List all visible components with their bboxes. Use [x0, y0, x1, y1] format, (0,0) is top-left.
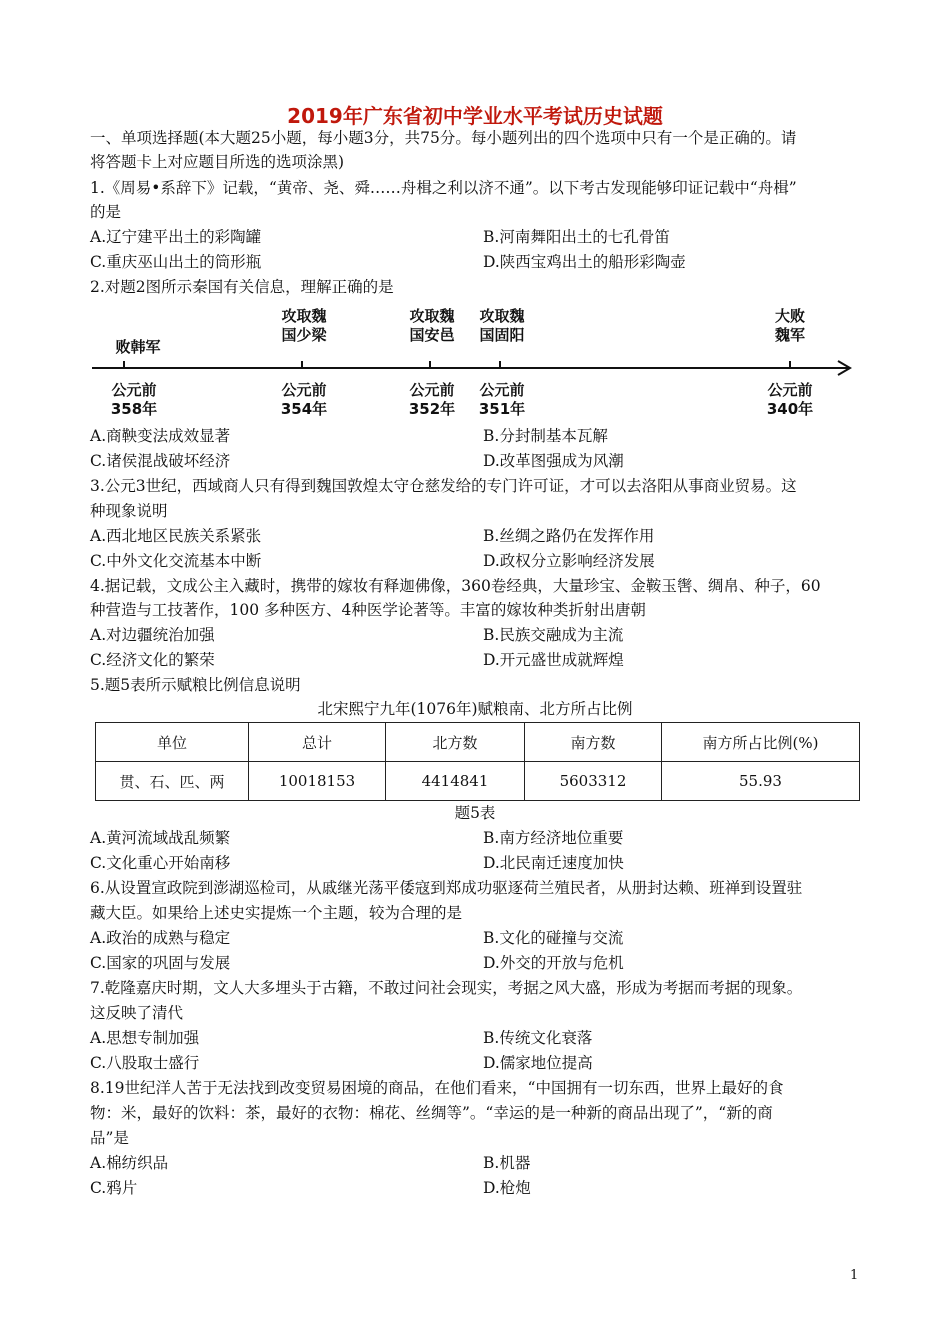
section-instructions-line1: 一、单项选择题(本大题25小题，每小题3分，共75分。每小题列出的四个选项中只有一个是正确的。请 [90, 129, 797, 147]
q1-stem-line1: 1.《周易•系辞下》记载，“黄帝、尧、舜……舟楫之利以济不通”。以下考古发现能够印证记载中“舟楫” [90, 179, 797, 197]
timeline-event3-label-bottom: 国安邑 [409, 326, 455, 344]
q7-stem-line1: 7.乾隆嘉庆时期，文人大多埋头于古籍，不敢过问社会现实，考据之风大盛，形成为考据而考据的现象。 [90, 979, 803, 997]
timeline-event3-date2: 352年 [408, 400, 456, 418]
q7-option-a: A.思想专制加强 [90, 1029, 200, 1047]
q4-stem-line1: 4.据记载，文成公主入藏时，携带的嫁妆有释迦佛像，360卷经典，大量珍宝、金鞍玉辔、绸帛、种子，60 [90, 577, 821, 595]
q1-option-c: C.重庆巫山出土的筒形瓶 [90, 253, 262, 271]
q6-stem-line1: 6.从设置宣政院到澎湖巡检司，从戚继光荡平倭寇到郑成功驱逐荷兰殖民者，从册封达赖、班禅到设置驻 [90, 879, 803, 897]
timeline-event1-label: 败韩军 [115, 338, 161, 356]
q5-table-title: 北宋熙宁九年(1076年)赋粮南、北方所占比例 [317, 700, 633, 718]
timeline-event3-date1: 公元前 [409, 381, 455, 399]
timeline-event1-date2: 358年 [110, 400, 158, 418]
q5-stem: 5.题5表所示赋粮比例信息说明 [90, 676, 301, 694]
q5-option-d: D.北民南迁速度加快 [483, 854, 624, 872]
q4-option-b: B.民族交融成为主流 [483, 626, 624, 644]
timeline-event5-date1: 公元前 [767, 381, 813, 399]
q2-stem: 2.对题2图所示秦国有关信息，理解正确的是 [90, 278, 394, 296]
exam-title: 2019年广东省初中学业水平考试历史试题 [287, 104, 663, 128]
table-header-row [96, 723, 860, 762]
q4-option-a: A.对边疆统治加强 [90, 626, 215, 644]
q2-timeline-figure [90, 305, 870, 423]
timeline-event5-label-bottom: 魏军 [774, 326, 805, 344]
table-cell: 10018153 [249, 762, 386, 801]
q1-option-b: B.河南舞阳出土的七孔骨笛 [483, 228, 670, 246]
q8-option-c: C.鸦片 [90, 1179, 138, 1197]
table-header-cell: 北方数 [386, 723, 525, 762]
q5-option-a: A.黄河流域战乱频繁 [90, 829, 231, 847]
table-header-cell: 单位 [96, 723, 249, 762]
q6-option-a: A.政治的成熟与稳定 [90, 929, 231, 947]
q1-option-d: D.陕西宝鸡出土的船形彩陶壶 [483, 253, 686, 271]
q5-table-caption: 题5表 [454, 804, 496, 822]
timeline-event5-date2: 340年 [766, 400, 814, 418]
timeline-event2-label-bottom: 国少梁 [281, 326, 327, 344]
q4-option-c: C.经济文化的繁荣 [90, 651, 215, 669]
q2-option-d: D.改革图强成为风潮 [483, 452, 624, 470]
q8-option-d: D.枪炮 [483, 1179, 531, 1197]
q5-option-b: B.南方经济地位重要 [483, 829, 624, 847]
q7-option-b: B.传统文化衰落 [483, 1029, 593, 1047]
q1-stem-line2: 的是 [90, 203, 122, 221]
q6-option-c: C.国家的巩固与发展 [90, 954, 231, 972]
section-instructions-line2: 将答题卡上对应题目所选的选项涂黑) [90, 153, 345, 171]
timeline-event4-date1: 公元前 [479, 381, 525, 399]
q6-stem-line2: 藏大臣。如果给上述史实提炼一个主题，较为合理的是 [90, 904, 463, 922]
timeline-event3-label-top: 攻取魏 [409, 307, 455, 325]
q8-stem-line3: 品”是 [90, 1129, 129, 1147]
timeline-event2-date2: 354年 [280, 400, 328, 418]
q8-option-b: B.机器 [483, 1154, 531, 1172]
q8-stem-line2: 物：米，最好的饮料：茶，最好的衣物：棉花、丝绸等”。“幸运的是一种新的商品出现了”，“新的商 [90, 1104, 773, 1122]
q2-option-b: B.分封制基本瓦解 [483, 427, 608, 445]
q3-option-d: D.政权分立影响经济发展 [483, 552, 655, 570]
q6-option-d: D.外交的开放与危机 [483, 954, 624, 972]
q1-option-a: A.辽宁建平出土的彩陶罐 [90, 228, 262, 246]
timeline-event4-date2: 351年 [478, 400, 526, 418]
q7-stem-line2: 这反映了清代 [90, 1004, 184, 1022]
q8-stem-line1: 8.19世纪洋人苦于无法找到改变贸易困境的商品，在他们看来，“中国拥有一切东西，世界上最好的食 [90, 1079, 784, 1097]
table-cell: 5603312 [525, 762, 662, 801]
q6-option-b: B.文化的碰撞与交流 [483, 929, 624, 947]
q7-option-d: D.儒家地位提高 [483, 1054, 593, 1072]
table-cell: 4414841 [386, 762, 525, 801]
q4-stem-line2: 种营造与工技著作，100 多种医方、4种医学论著等。丰富的嫁妆种类折射出唐朝 [90, 601, 646, 619]
table-cell: 55.93 [662, 762, 860, 801]
q3-stem-line2: 种现象说明 [90, 502, 168, 520]
timeline-event4-label-top: 攻取魏 [479, 307, 525, 325]
q5-option-c: C.文化重心开始南移 [90, 854, 231, 872]
timeline-event4-label-bottom: 国固阳 [479, 326, 525, 344]
table-header-cell: 南方数 [525, 723, 662, 762]
table-header-cell: 总计 [249, 723, 386, 762]
q3-stem-line1: 3.公元3世纪，西域商人只有得到魏国敦煌太守仓慈发给的专门许可证，才可以去洛阳从事商业贸易。这 [90, 477, 797, 495]
q7-option-c: C.八股取士盛行 [90, 1054, 200, 1072]
q5-tax-grain-table [95, 722, 860, 801]
q3-option-a: A.西北地区民族关系紧张 [90, 527, 262, 545]
page-number: 1 [850, 1268, 859, 1283]
q3-option-b: B.丝绸之路仍在发挥作用 [483, 527, 655, 545]
table-cell: 贯、石、匹、两 [96, 762, 249, 801]
q2-option-c: C.诸侯混战破坏经济 [90, 452, 231, 470]
q4-option-d: D.开元盛世成就辉煌 [483, 651, 624, 669]
q3-option-c: C.中外文化交流基本中断 [90, 552, 262, 570]
timeline-event2-date1: 公元前 [281, 381, 327, 399]
q2-option-a: A.商鞅变法成效显著 [90, 427, 231, 445]
q8-option-a: A.棉纺织品 [90, 1154, 169, 1172]
table-header-cell: 南方所占比例(%) [662, 723, 860, 762]
timeline-event2-label-top: 攻取魏 [281, 307, 327, 325]
table-row [96, 762, 860, 801]
timeline-event5-label-top: 大败 [774, 307, 805, 325]
timeline-event1-date1: 公元前 [111, 381, 157, 399]
